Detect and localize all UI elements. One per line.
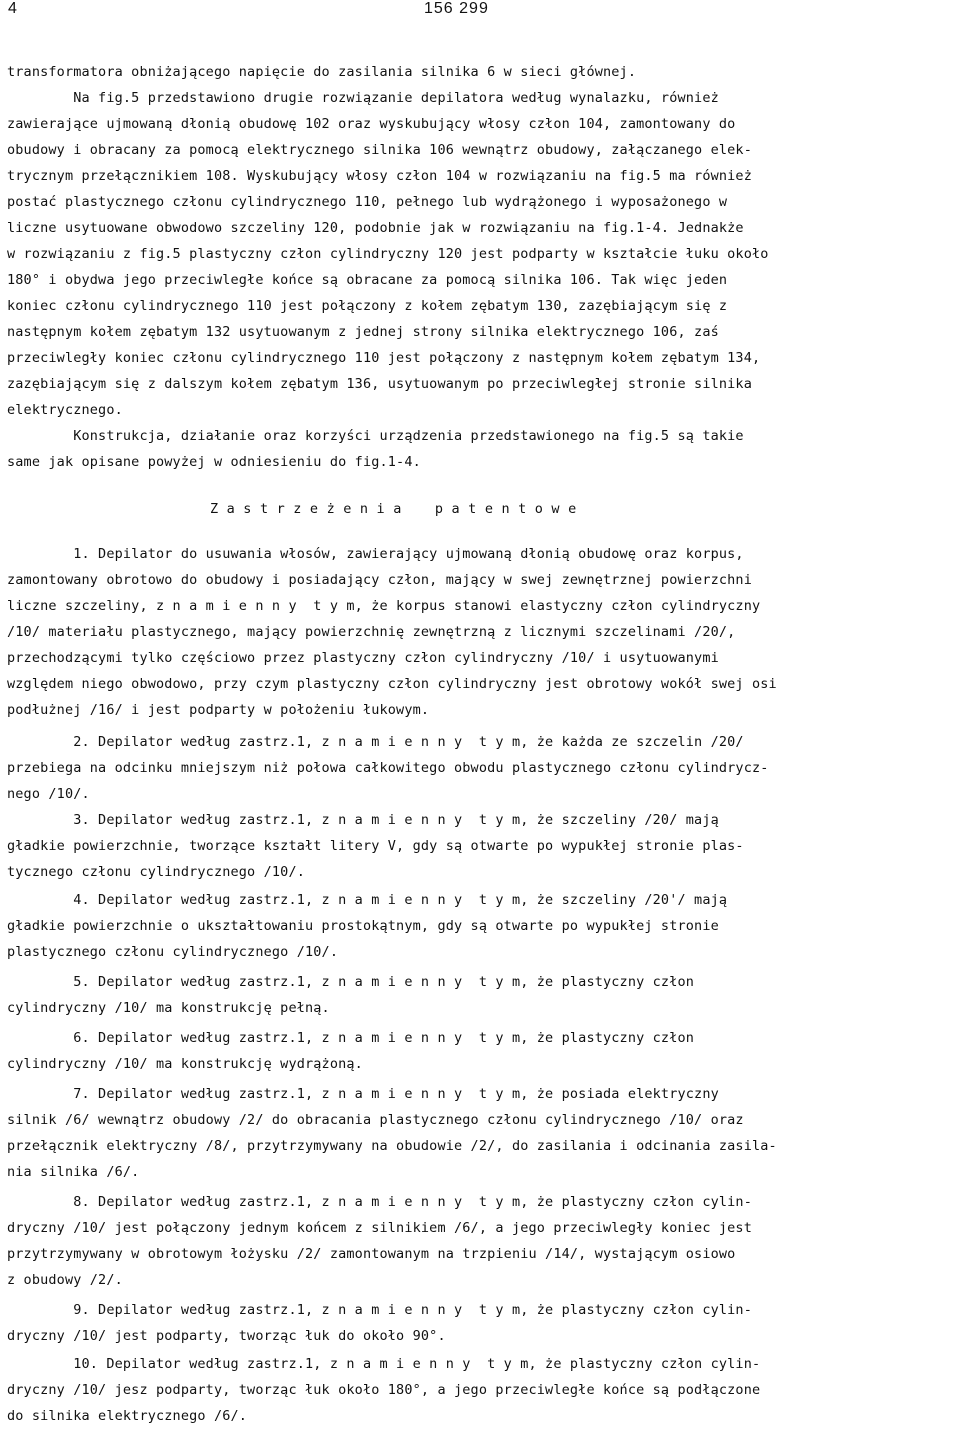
- description-line: elektrycznego.: [7, 402, 123, 418]
- description-line: liczne usytuowane obwodowo szczeliny 120, podobnie jak w rozwiązaniu na fig.1-4. Jednakże: [7, 220, 744, 236]
- description-line: w rozwiązaniu z fig.5 plastyczny człon cylindryczny 120 jest podparty w kształcie łuku około: [7, 246, 769, 262]
- claim-line: do silnika elektrycznego /6/.: [7, 1408, 248, 1424]
- claim-line: podłużnej /16/ i jest podparty w położeniu łukowym.: [7, 702, 430, 718]
- claim-line: cylindryczny /10/ ma konstrukcję pełną.: [7, 1000, 330, 1016]
- description-line: zawierające ujmowaną dłonią obudowę 102 oraz wyskubujący włosy człon 104, zamontowany do: [7, 116, 736, 132]
- claim-line: nia silnika /6/.: [7, 1164, 140, 1180]
- claim-line: z obudowy /2/.: [7, 1272, 123, 1288]
- claims-heading: Z a s t r z e ż e n i a p a t e n t o w e: [210, 501, 577, 517]
- claim-line: gładkie powierzchnie o ukształtowaniu prostokątnym, gdy są otwarte po wypukłej stronie: [7, 918, 719, 934]
- page-number: 4: [8, 0, 17, 17]
- description-line: trycznym przełącznikiem 108. Wyskubujący włosy człon 104 w rozwiązaniu na fig.5 ma również: [7, 168, 752, 184]
- description-line: Na fig.5 przedstawiono drugie rozwiązanie depilatora według wynalazku, również: [7, 90, 719, 106]
- description-line: same jak opisane powyżej w odniesieniu do fig.1-4.: [7, 454, 421, 470]
- claim-line: tycznego członu cylindrycznego /10/.: [7, 864, 305, 880]
- description-line: następnym kołem zębatym 132 usytuowanym z jednej strony silnika elektrycznego 106, zaś: [7, 324, 719, 340]
- claim-line: 2. Depilator według zastrz.1, z n a m i e n n y t y m, że każda ze szczelin /20/: [7, 734, 744, 750]
- claim-line: 6. Depilator według zastrz.1, z n a m i e n n y t y m, że plastyczny człon: [7, 1030, 695, 1046]
- claim-line: silnik /6/ wewnątrz obudowy /2/ do obracania plastycznego członu cylindrycznego /10/ oraz: [7, 1112, 744, 1128]
- claim-line: zamontowany obrotowo do obudowy i posiadający człon, mający w swej zewnętrznej powierzchni: [7, 572, 752, 588]
- description-line: transformatora obniżającego napięcie do zasilania silnika 6 w sieci głównej.: [7, 64, 637, 80]
- claim-line: przełącznik elektryczny /8/, przytrzymywany na obudowie /2/, do zasilania i odcinania zasila-: [7, 1138, 777, 1154]
- claim-line: liczne szczeliny, z n a m i e n n y t y m, że korpus stanowi elastyczny człon cylindryczny: [7, 598, 761, 614]
- claim-line: 9. Depilator według zastrz.1, z n a m i e n n y t y m, że plastyczny człon cylin-: [7, 1302, 752, 1318]
- claim-line: 4. Depilator według zastrz.1, z n a m i e n n y t y m, że szczeliny /20'/ mają: [7, 892, 728, 908]
- claim-line: nego /10/.: [7, 786, 90, 802]
- patent-number: 156 299: [424, 0, 489, 17]
- claim-line: dryczny /10/ jesz podparty, tworząc łuk około 180°, a jego przeciwległe końce są podłączone: [7, 1382, 761, 1398]
- description-line: przeciwległy koniec członu cylindrycznego 110 jest połączony z następnym kołem zębatym 134,: [7, 350, 761, 366]
- claim-line: przechodzącymi tylko częściowo przez plastyczny człon cylindryczny /10/ i usytuowanymi: [7, 650, 719, 666]
- claim-line: przebiega na odcinku mniejszym niż połowa całkowitego obwodu plastycznego członu cylindrycz-: [7, 760, 769, 776]
- claim-line: cylindryczny /10/ ma konstrukcję wydrążoną.: [7, 1056, 363, 1072]
- claim-line: 1. Depilator do usuwania włosów, zawierający ujmowaną dłonią obudowę oraz korpus,: [7, 546, 744, 562]
- description-line: obudowy i obracany za pomocą elektrycznego silnika 106 wewnątrz obudowy, załączanego elek-: [7, 142, 752, 158]
- claim-line: /10/ materiału plastycznego, mający powierzchnię zewnętrzną z licznymi szczelinami /20/,: [7, 624, 736, 640]
- claim-line: 3. Depilator według zastrz.1, z n a m i e n n y t y m, że szczeliny /20/ mają: [7, 812, 719, 828]
- claim-line: 10. Depilator według zastrz.1, z n a m i e n n y t y m, że plastyczny człon cylin-: [7, 1356, 761, 1372]
- description-line: 180° i obydwa jego przeciwległe końce są obracane za pomocą silnika 106. Tak więc jeden: [7, 272, 728, 288]
- claim-line: gładkie powierzchnie, tworzące kształt litery V, gdy są otwarte po wypukłej stronie plas-: [7, 838, 744, 854]
- claim-line: 5. Depilator według zastrz.1, z n a m i e n n y t y m, że plastyczny człon: [7, 974, 695, 990]
- claim-line: 7. Depilator według zastrz.1, z n a m i e n n y t y m, że posiada elektryczny: [7, 1086, 719, 1102]
- claim-line: względem niego obwodowo, przy czym plastyczny człon cylindryczny jest obrotowy wokół swej osi: [7, 676, 777, 692]
- claim-line: dryczny /10/ jest połączony jednym końcem z silnikiem /6/, a jego przeciwległy koniec jest: [7, 1220, 752, 1236]
- page-header: [0, 0, 960, 24]
- claim-line: przytrzymywany w obrotowym łożysku /2/ zamontowanym na trzpieniu /14/, wystającym osiowo: [7, 1246, 736, 1262]
- description-line: postać plastycznego członu cylindrycznego 110, pełnego lub wydrążonego i wyposażonego w: [7, 194, 728, 210]
- description-line: Konstrukcja, działanie oraz korzyści urządzenia przedstawionego na fig.5 są takie: [7, 428, 744, 444]
- claim-line: plastycznego członu cylindrycznego /10/.: [7, 944, 339, 960]
- claim-line: dryczny /10/ jest podparty, tworząc łuk do około 90°.: [7, 1328, 446, 1344]
- description-line: zazębiającym się z dalszym kołem zębatym 136, usytuowanym po przeciwległej stronie silnika: [7, 376, 752, 392]
- claim-line: 8. Depilator według zastrz.1, z n a m i e n n y t y m, że plastyczny człon cylin-: [7, 1194, 752, 1210]
- description-line: koniec członu cylindrycznego 110 jest połączony z kołem zębatym 130, zazębiającym się z: [7, 298, 728, 314]
